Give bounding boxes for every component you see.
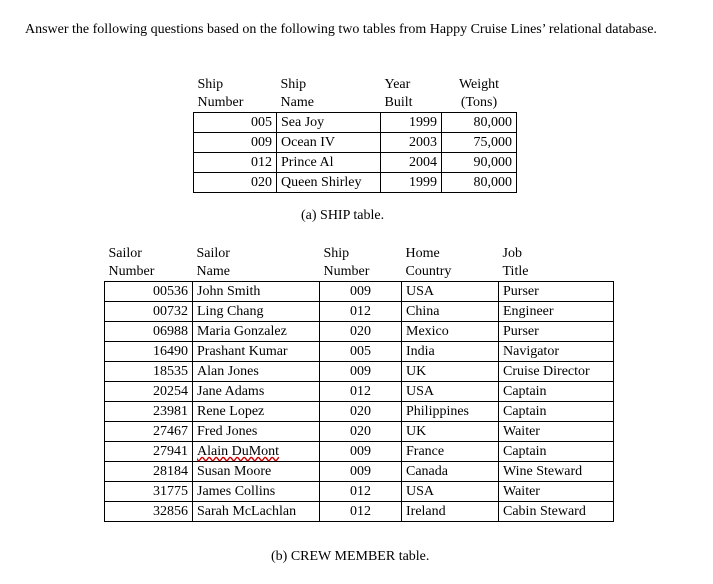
sailor-name-cell: Prashant Kumar (193, 342, 320, 362)
crew-row (105, 502, 614, 522)
crew-header-4: Home (405, 246, 440, 261)
home-country-cell: France (402, 442, 499, 462)
sailor-number-cell: 32856 (105, 502, 193, 522)
sailor-number-cell: 00536 (105, 282, 193, 302)
crew-table-header-row-1 (105, 245, 614, 263)
home-country-cell: USA (402, 482, 499, 502)
home-country-cell: Philippines (402, 402, 499, 422)
year-built-cell: 2003 (381, 133, 442, 153)
crew-header-1-line2: Number (108, 264, 155, 279)
spellcheck-underlined-name: Alain DuMont (197, 444, 280, 459)
home-country-cell: China (402, 302, 499, 322)
ship-row (194, 133, 517, 153)
ship-number-cell: 009 (320, 442, 402, 462)
home-country-cell: Canada (402, 462, 499, 482)
weight-cell: 80,000 (442, 113, 517, 133)
ship-number-cell: 012 (320, 302, 402, 322)
sailor-name-cell: John Smith (193, 282, 320, 302)
ship-header-2-line2: Name (280, 95, 314, 110)
ship-name-cell: Prince Al (277, 153, 381, 173)
home-country-cell: Ireland (402, 502, 499, 522)
home-country-cell: UK (402, 362, 499, 382)
ship-number-cell: 009 (320, 282, 402, 302)
sailor-number-cell: 00732 (105, 302, 193, 322)
weight-cell: 80,000 (442, 173, 517, 193)
crew-header-3: Ship (323, 246, 350, 261)
ship-header-1: Ship (197, 77, 224, 92)
crew-header-2: Sailor (196, 246, 230, 261)
home-country-cell: USA (402, 282, 499, 302)
crew-row (105, 302, 614, 322)
crew-table-caption: (b) CREW MEMBER table. (271, 549, 430, 564)
sailor-name-cell: Alan Jones (193, 362, 320, 382)
crew-header-2-line2: Name (196, 264, 230, 279)
crew-row (105, 322, 614, 342)
job-title-cell: Waiter (499, 422, 614, 442)
sailor-number-cell: 23981 (105, 402, 193, 422)
year-built-cell: 1999 (381, 113, 442, 133)
home-country-cell: India (402, 342, 499, 362)
ship-number-cell: 009 (320, 462, 402, 482)
job-title-cell: Waiter (499, 482, 614, 502)
home-country-cell: UK (402, 422, 499, 442)
sailor-number-cell: 06988 (105, 322, 193, 342)
sailor-name-cell: Susan Moore (193, 462, 320, 482)
sailor-number-cell: 18535 (105, 362, 193, 382)
job-title-cell: Captain (499, 402, 614, 422)
sailor-name-cell: James Collins (193, 482, 320, 502)
job-title-cell: Purser (499, 282, 614, 302)
crew-header-3-line2: Number (323, 264, 370, 279)
crew-header-1: Sailor (108, 246, 142, 261)
job-title-cell: Captain (499, 442, 614, 462)
ship-number-cell: 009 (194, 133, 277, 153)
ship-number-cell: 020 (320, 422, 402, 442)
sailor-number-cell: 27467 (105, 422, 193, 442)
crew-member-table (104, 245, 614, 522)
sailor-name-cell: Jane Adams (193, 382, 320, 402)
sailor-number-cell: 20254 (105, 382, 193, 402)
ship-row (194, 173, 517, 193)
crew-header-4-line2: Country (405, 264, 452, 279)
sailor-name-cell: Rene Lopez (193, 402, 320, 422)
ship-number-cell: 009 (320, 362, 402, 382)
ship-number-cell: 005 (194, 113, 277, 133)
ship-number-cell: 012 (320, 502, 402, 522)
job-title-cell: Wine Steward (499, 462, 614, 482)
ship-name-cell: Queen Shirley (277, 173, 381, 193)
sailor-number-cell: 27941 (105, 442, 193, 462)
crew-row (105, 362, 614, 382)
ship-header-3: Year (384, 77, 411, 92)
ship-name-cell: Ocean IV (277, 133, 381, 153)
intro-paragraph: Answer the following questions based on the following two tables from Happy Cruise Lines’ relational database. (25, 22, 657, 37)
sailor-name-cell: Sarah McLachlan (193, 502, 320, 522)
sailor-name-cell (193, 442, 320, 462)
ship-table-header-row-1 (194, 76, 517, 94)
crew-row (105, 342, 614, 362)
home-country-cell: USA (402, 382, 499, 402)
crew-header-5-line2: Title (502, 264, 529, 279)
weight-cell: 90,000 (442, 153, 517, 173)
sailor-name-cell: Ling Chang (193, 302, 320, 322)
ship-number-cell: 012 (320, 482, 402, 502)
job-title-cell: Cabin Steward (499, 502, 614, 522)
crew-row (105, 282, 614, 302)
ship-table (193, 76, 517, 193)
year-built-cell: 1999 (381, 173, 442, 193)
ship-row (194, 153, 517, 173)
ship-number-cell: 012 (320, 382, 402, 402)
sailor-name-cell: Maria Gonzalez (193, 322, 320, 342)
job-title-cell: Navigator (499, 342, 614, 362)
ship-name-cell: Sea Joy (277, 113, 381, 133)
ship-header-4-line2: (Tons) (460, 95, 498, 110)
crew-row (105, 482, 614, 502)
ship-header-4: Weight (458, 77, 500, 92)
crew-row (105, 442, 614, 462)
home-country-cell: Mexico (402, 322, 499, 342)
ship-header-3-line2: Built (384, 95, 413, 110)
weight-cell: 75,000 (442, 133, 517, 153)
ship-number-cell: 020 (194, 173, 277, 193)
sailor-number-cell: 28184 (105, 462, 193, 482)
crew-row (105, 462, 614, 482)
sailor-number-cell: 16490 (105, 342, 193, 362)
sailor-name-cell: Fred Jones (193, 422, 320, 442)
ship-number-cell: 012 (194, 153, 277, 173)
crew-row (105, 382, 614, 402)
year-built-cell: 2004 (381, 153, 442, 173)
ship-number-cell: 005 (320, 342, 402, 362)
job-title-cell: Cruise Director (499, 362, 614, 382)
ship-header-1-line2: Number (197, 95, 244, 110)
job-title-cell: Engineer (499, 302, 614, 322)
ship-table-caption: (a) SHIP table. (301, 208, 385, 223)
job-title-cell: Purser (499, 322, 614, 342)
ship-header-2: Ship (280, 77, 307, 92)
sailor-number-cell: 31775 (105, 482, 193, 502)
crew-row (105, 402, 614, 422)
job-title-cell: Captain (499, 382, 614, 402)
ship-number-cell: 020 (320, 322, 402, 342)
crew-table-header-row-2 (105, 263, 614, 282)
ship-table-header-row-2 (194, 94, 517, 113)
ship-number-cell: 020 (320, 402, 402, 422)
ship-row (194, 113, 517, 133)
crew-row (105, 422, 614, 442)
crew-header-5: Job (502, 246, 522, 261)
